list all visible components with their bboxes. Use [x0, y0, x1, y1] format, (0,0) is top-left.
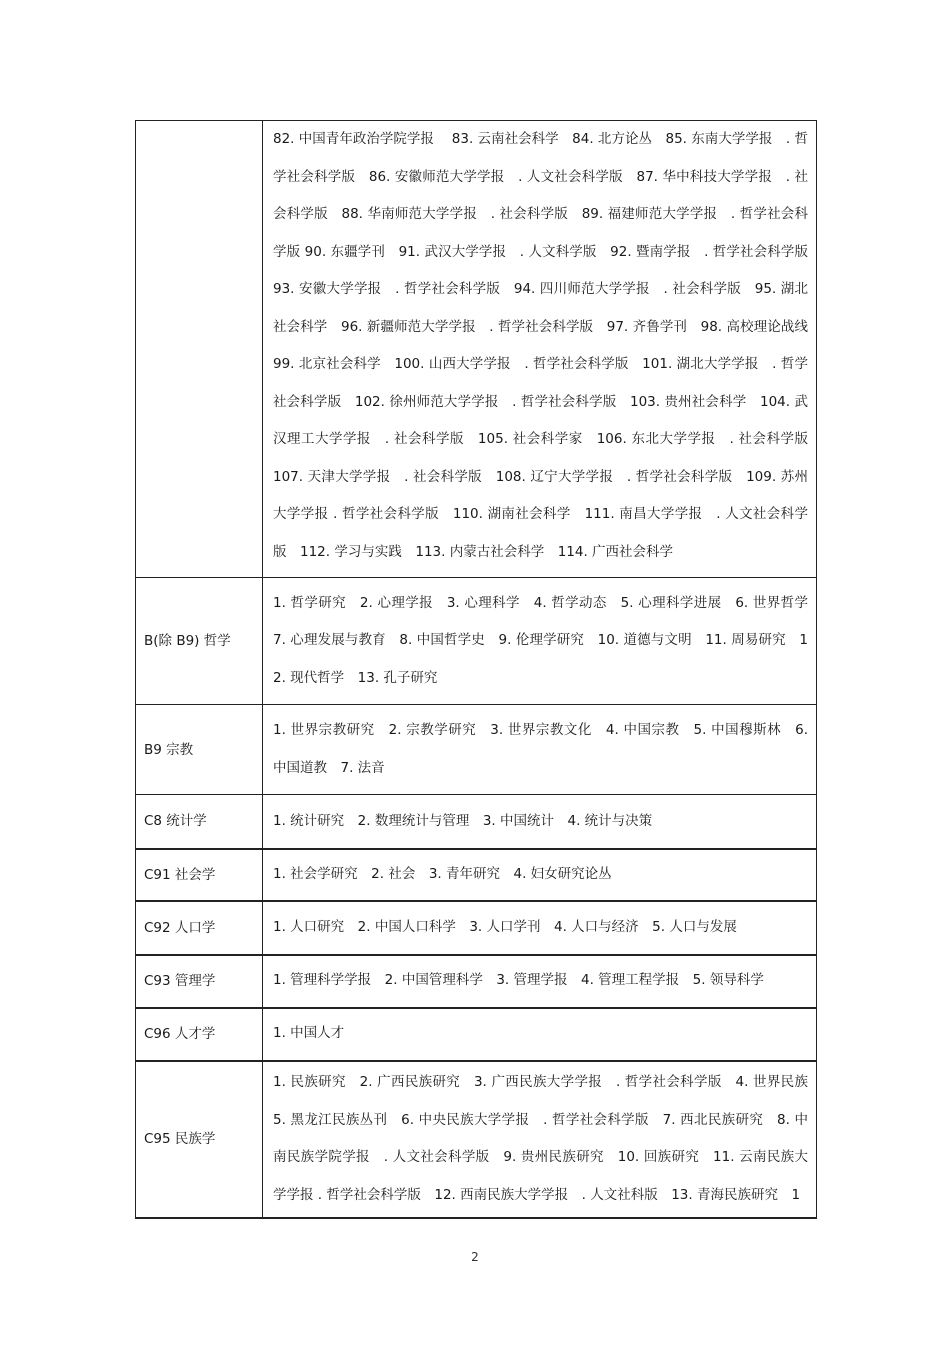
page-number: 2 — [471, 1250, 479, 1264]
category-cell: C92 人口学 — [136, 901, 263, 955]
journal-list-cell: 1. 哲学研究 2. 心理学报 3. 心理科学 4. 哲学动态 5. 心理科学进展 6. 世界哲学 7. 心理发展与教育 8. 中国哲学史 9. 伦理学研究 10. 道德与文明 11. 周易研究 12. 现代哲学 13. 孔子研究 — [263, 578, 817, 705]
table-row — [136, 1008, 817, 1061]
category-cell — [136, 121, 263, 578]
journal-list-cell: 1. 世界宗教研究 2. 宗教学研究 3. 世界宗教文化 4. 中国宗教 5. 中国穆斯林 6. 中国道教 7. 法音 — [263, 705, 817, 795]
category-cell: C91 社会学 — [136, 849, 263, 901]
table-row — [136, 705, 817, 795]
category-cell: C96 人才学 — [136, 1008, 263, 1061]
table-row — [136, 121, 817, 578]
journal-list-cell: 1. 人口研究 2. 中国人口科学 3. 人口学刊 4. 人口与经济 5. 人口与发展 — [263, 901, 817, 955]
table-row — [136, 901, 817, 955]
category-cell: C95 民族学 — [136, 1061, 263, 1218]
table-row — [136, 1061, 817, 1218]
journal-list-cell: 1. 中国人才 — [263, 1008, 817, 1061]
category-cell: B(除 B9) 哲学 — [136, 578, 263, 705]
journal-list-cell: 1. 民族研究 2. 广西民族研究 3. 广西民族大学学报 . 哲学社会科学版 4. 世界民族 5. 黑龙江民族丛刊 6. 中央民族大学学报 . 哲学社会科学版 7. 西北民族研究 8. 中南民族学院学报 . 人文社会科学版 9. 贵州民族研究 10. 回族研究 11. 云南民族大学学报 . 哲学社会科学版 12. 西南民族大学学报 . 人文社科版 13. 青海民族研究 1 — [263, 1061, 817, 1218]
table-row — [136, 849, 817, 901]
journal-list-cell: 1. 管理科学学报 2. 中国管理科学 3. 管理学报 4. 管理工程学报 5. 领导科学 — [263, 955, 817, 1008]
table-row — [136, 578, 817, 705]
table-row — [136, 955, 817, 1008]
journal-list-cell: 1. 社会学研究 2. 社会 3. 青年研究 4. 妇女研究论丛 — [263, 849, 817, 901]
journal-table — [135, 120, 822, 1219]
category-cell: C93 管理学 — [136, 955, 263, 1008]
journal-list-cell: 82. 中国青年政治学院学报 83. 云南社会科学 84. 北方论丛 85. 东南大学学报 . 哲学社会科学版 86. 安徽师范大学学报 . 人文社会科学版 87. 华中科技大学学报 . 社会科学版 88. 华南师范大学学报 . 社会科学版 89. 福建师范大学学报 . 哲学社会科学版 90. 东疆学刊 91. 武汉大学学报 . 人文科学版 92. 暨南学报 . 哲学社会科学版 93. 安徽大学学报 . 哲学社会科学版 94. 四川师范大学学报 . 社会科学版 95. 湖北社会科学 96. 新疆师范大学学报 . 哲学社会科学版 97. 齐鲁学刊 98. 高校理论战线 99. 北京社会科学 100. 山西大学学报 . 哲学社会科学版 101. 湖北大学学报 . 哲学社会科学版 102. 徐州师范大学学报 . 哲学社会科学版 103. 贵州社会科学 104. 武汉理工大学学报 . 社会科学版 105. 社会科学家 106. 东北大学学报 . 社会科学版 107. 天津大学学报 . 社会科学版 108. 辽宁大学学报 . 哲学社会科学版 109. 苏州大学学报 . 哲学社会科学版 110. 湖南社会科学 111. 南昌大学学报 . 人文社会科学版 112. 学习与实践 113. 内蒙古社会科学 114. 广西社会科学 — [263, 121, 817, 578]
category-cell: B9 宗教 — [136, 705, 263, 795]
category-cell: C8 统计学 — [136, 795, 263, 849]
journal-list-cell: 1. 统计研究 2. 数理统计与管理 3. 中国统计 4. 统计与决策 — [263, 795, 817, 849]
table-row — [136, 795, 817, 849]
